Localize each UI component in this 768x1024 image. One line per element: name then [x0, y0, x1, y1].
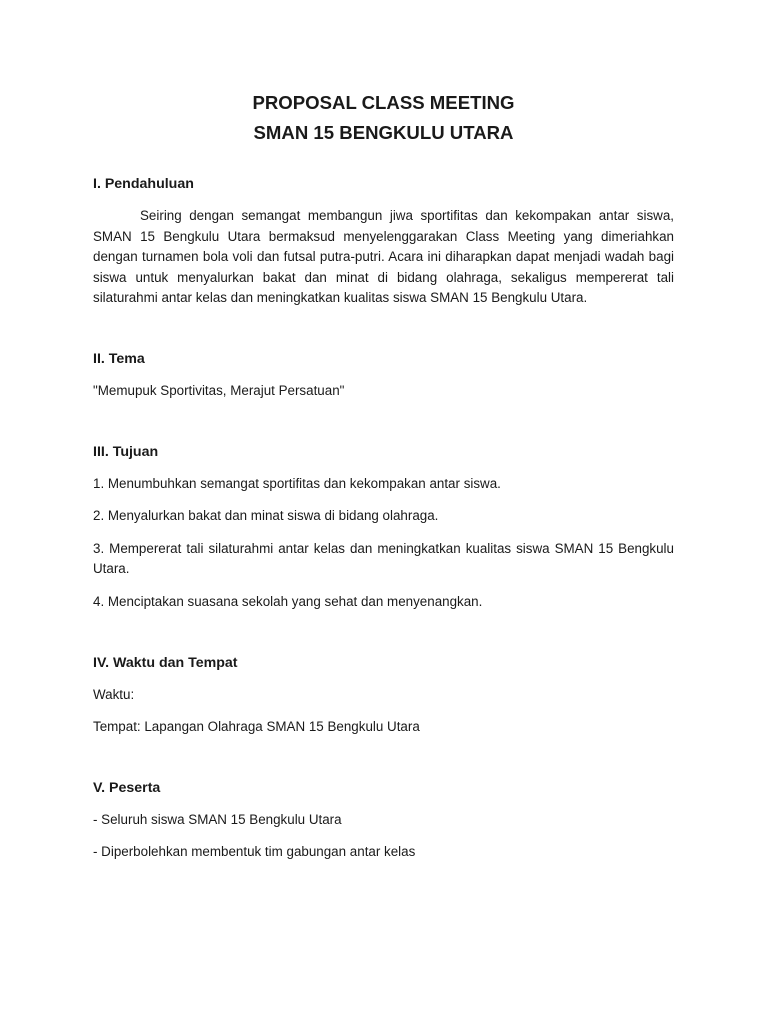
section-peserta: [93, 778, 674, 863]
document-title-line-1: PROPOSAL CLASS MEETING: [252, 92, 515, 113]
document-title-line-2: SMAN 15 BENGKULU UTARA: [253, 122, 514, 143]
section-spacer: [93, 309, 674, 349]
section-heading-pendahuluan: I. Pendahuluan: [93, 176, 194, 192]
peserta-item: - Seluruh siswa SMAN 15 Bengkulu Utara: [93, 811, 342, 827]
section-tema: [93, 349, 674, 402]
section-heading-tujuan: III. Tujuan: [93, 443, 159, 460]
section-spacer: [93, 402, 674, 442]
tujuan-item: 3. Mempererat tali silaturahmi antar kelas dan meningkatkan kualitas siswa SMAN 15 Bengkulu Utara.: [93, 540, 674, 577]
pendahuluan-paragraph: Seiring dengan semangat membangun jiwa sportifitas dan kekompakan antar siswa, SMAN 15 Bengkulu Utara bermaksud menyelenggarakan Class Meeting yang dimeriahkan dengan turnamen bola voli dan futsal putra-putri. Acara ini diharapkan dapat menjadi wadah bagi siswa untuk menyalurkan bakat dan minat di bidang olahraga, sekaligus mempererat tali silaturahmi antar kelas dan meningkatkan kualitas siswa SMAN 15 Bengkulu Utara.: [93, 208, 674, 306]
section-spacer: [93, 738, 674, 778]
section-tujuan: [93, 442, 674, 613]
tujuan-item: 2. Menyalurkan bakat dan minat siswa di bidang olahraga.: [93, 508, 439, 524]
waktu-text: Waktu:: [93, 686, 135, 702]
document-title-block: [93, 88, 674, 148]
section-waktu-tempat: [93, 653, 674, 738]
tujuan-item: 4. Menciptakan suasana sekolah yang sehat dan menyenangkan.: [93, 593, 483, 609]
tujuan-item: 1. Menumbuhkan semangat sportifitas dan kekompakan antar siswa.: [93, 475, 501, 491]
tempat-text: Tempat: Lapangan Olahraga SMAN 15 Bengkulu Utara: [93, 719, 420, 735]
document-page: [93, 88, 674, 863]
section-spacer: [93, 613, 674, 653]
peserta-item: - Diperbolehkan membentuk tim gabungan antar kelas: [93, 844, 416, 860]
section-heading-tema: II. Tema: [93, 350, 145, 367]
tema-text: "Memupuk Sportivitas, Merajut Persatuan": [93, 382, 345, 398]
section-heading-peserta: V. Peserta: [93, 779, 161, 796]
section-pendahuluan: [93, 174, 674, 309]
tujuan-list: [93, 474, 674, 613]
section-heading-waktu-tempat: IV. Waktu dan Tempat: [93, 654, 238, 671]
